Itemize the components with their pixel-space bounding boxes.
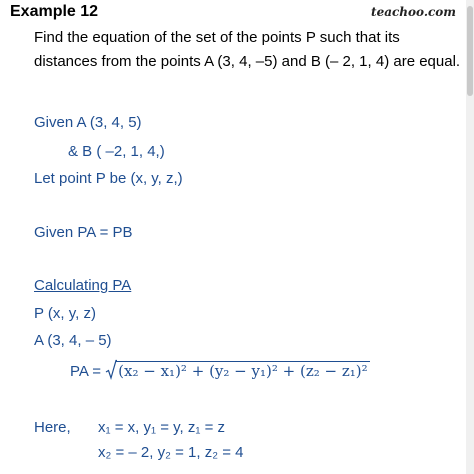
formula-term-z: (z₂ − z₁)² <box>299 361 368 380</box>
formula-plus-1: + <box>186 361 210 380</box>
given-pa-equals-pb: Given PA = PB <box>34 224 133 241</box>
formula-term-x: (x₂ − x₁)² <box>118 361 187 380</box>
let-point-p: Let point P be (x, y, z,) <box>34 170 183 187</box>
formula-lhs: PA = <box>70 362 106 380</box>
question-line-2: distances from the points A (3, 4, –5) and B (– 2, 1, 4) are equal. <box>34 53 461 70</box>
given-b: & B ( –2, 1, 4,) <box>68 143 165 160</box>
scrollbar[interactable] <box>466 0 474 474</box>
example-heading: Example 12 <box>10 3 99 20</box>
distance-formula <box>70 359 370 385</box>
formula-plus-2: + <box>277 361 300 380</box>
here-line-2: x₂ = – 2, y₂ = 1, z₂ = 4 <box>98 444 244 461</box>
here-line-1: x₁ = x, y₁ = y, z₁ = z <box>98 419 226 436</box>
scroll-thumb[interactable] <box>467 6 473 96</box>
point-p: P (x, y, z) <box>34 305 96 322</box>
here-label: Here, <box>34 419 71 436</box>
calculating-pa-heading: Calculating PA <box>34 277 132 294</box>
formula-term-y: (y₂ − y₁)² <box>209 361 278 380</box>
formula-radicand <box>116 361 369 380</box>
given-a: Given A (3, 4, 5) <box>34 114 142 131</box>
question-line-1: Find the equation of the set of the points P such that its <box>34 29 400 46</box>
watermark: teachoo.com <box>371 5 456 19</box>
point-a: A (3, 4, – 5) <box>34 332 112 349</box>
